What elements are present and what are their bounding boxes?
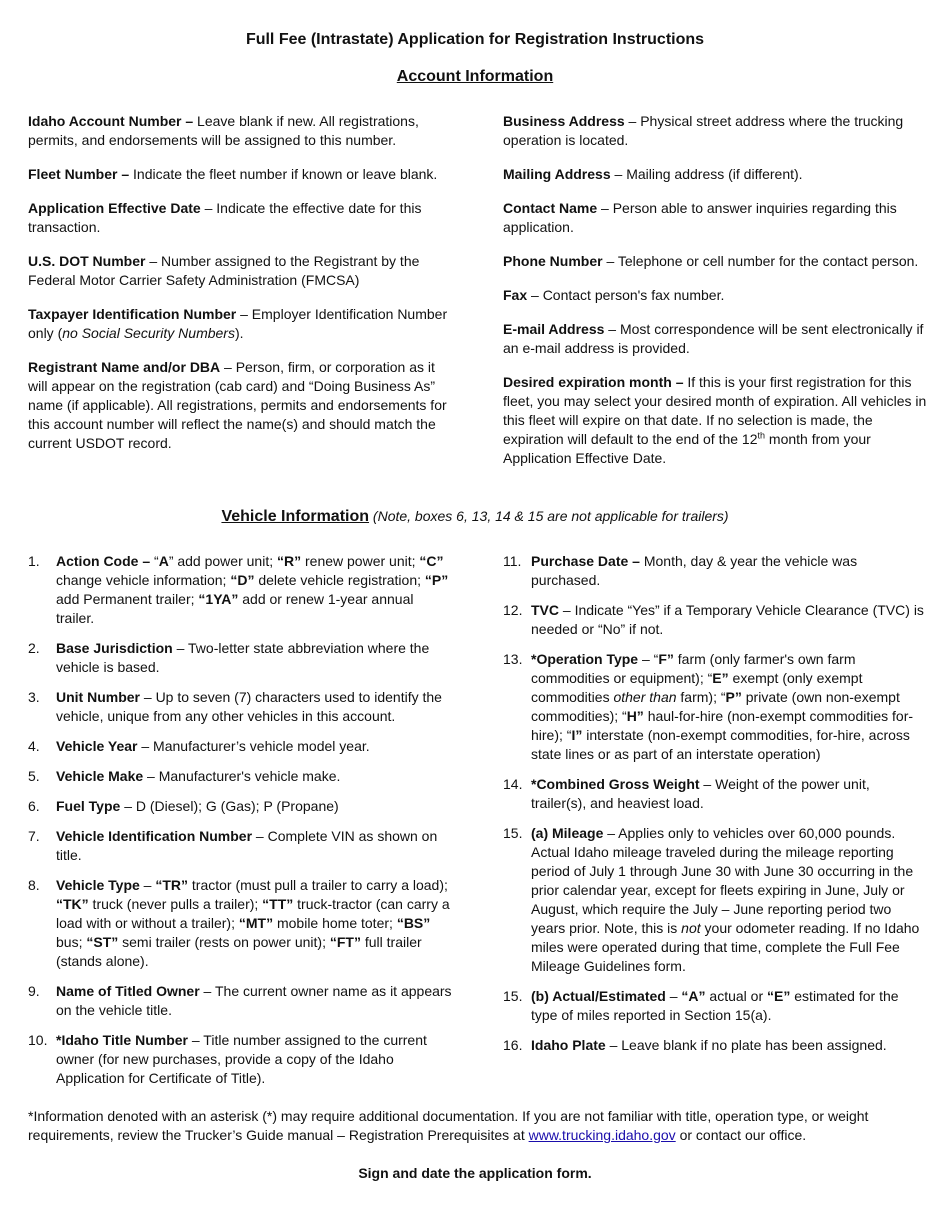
- item-number: 9.: [28, 983, 40, 999]
- item-text: TVC – Indicate “Yes” if a Temporary Vehicle Clearance (TVC) is needed or “No” if not.: [531, 602, 924, 637]
- field-term: Business Address: [503, 113, 625, 129]
- item-number: 11.: [503, 553, 522, 569]
- numbered-item: [28, 982, 453, 1020]
- numbered-item: [28, 876, 453, 971]
- field-term: Phone Number: [503, 253, 603, 269]
- field-term: Application Effective Date: [28, 200, 201, 216]
- numbered-item: [503, 987, 928, 1025]
- item-text: Unit Number – Up to seven (7) characters used to identify the vehicle, unique from any other vehicles in this account.: [56, 689, 442, 724]
- account-right-entry: [503, 112, 928, 150]
- field-description: – Mailing address (if different).: [610, 166, 803, 182]
- field-description: If this is your first registration for this fleet, you may select your desired month of expiration. All vehicles in this fleet will expire on that date. If no selection is made, the expiration will default to the end of the 12: [503, 374, 927, 447]
- item-text: *Operation Type – “F” farm (only farmer's own farm commodities or equipment); “E” exempt (only exempt commodities other than farm); “P” private (own non-exempt commodities); “H” haul-for-hire (non-exempt commodities for-hire); “I” interstate (non-exempt commodities, for-hire, across state lines or as part of an interstate operation): [531, 651, 914, 762]
- account-right-entry: [503, 165, 928, 184]
- item-number: 15.: [503, 825, 523, 841]
- numbered-item: [28, 767, 453, 786]
- field-term: E-mail Address: [503, 321, 605, 337]
- trucking-website-link[interactable]: www.trucking.idaho.gov: [528, 1127, 676, 1143]
- vehicle-info-left-list: [28, 552, 453, 1099]
- field-term: Fleet Number –: [28, 166, 130, 182]
- item-number: 7.: [28, 828, 40, 844]
- superscript: th: [757, 430, 766, 441]
- field-term: Contact Name: [503, 200, 598, 216]
- account-left-entry: [28, 165, 453, 184]
- field-description: – Telephone or cell number for the contact person.: [602, 253, 919, 269]
- field-term: Mailing Address: [503, 166, 611, 182]
- item-number: 6.: [28, 798, 40, 814]
- numbered-item: [503, 824, 928, 976]
- field-term: Idaho Account Number –: [28, 113, 194, 129]
- account-right-entry: [503, 252, 928, 271]
- item-number: 4.: [28, 738, 40, 754]
- account-right-entry: [503, 320, 928, 358]
- account-left-entry: [28, 112, 453, 150]
- item-number: 13.: [503, 651, 523, 667]
- item-number: 1.: [28, 553, 40, 569]
- item-text: Idaho Plate – Leave blank if no plate has been assigned.: [531, 1037, 887, 1053]
- field-description: month from your Application Effective Date.: [503, 431, 871, 466]
- item-text: (a) Mileage – Applies only to vehicles over 60,000 pounds. Actual Idaho mileage traveled during the mileage reporting period of July 1 through June 30 with June 30 occurring in the prior calendar year, except for fleets expiring in June, July or August, which require the July – June reporting period two years prior. Note, this is not your odometer reading. If no Idaho miles were operated during that time, complete the Full Fee Mileage Guidelines form.: [531, 825, 920, 974]
- field-term: U.S. DOT Number: [28, 253, 146, 269]
- numbered-item: [28, 639, 453, 677]
- item-text: Vehicle Type – “TR” tractor (must pull a trailer to carry a load); “TK” truck (never pulls a trailer); “TT” truck-tractor (can carry a load with or without a trailer); “MT” mobile home toter; “BS” bus; “ST” semi trailer (rests on power unit); “FT” full trailer (stands alone).: [56, 877, 450, 969]
- numbered-item: [28, 1031, 453, 1088]
- item-text: Vehicle Identification Number – Complete VIN as shown on title.: [56, 828, 438, 863]
- item-number: 8.: [28, 877, 40, 893]
- vehicle-info-right-list: [503, 552, 928, 1066]
- numbered-item: [28, 552, 453, 628]
- item-text: Base Jurisdiction – Two-letter state abbreviation where the vehicle is based.: [56, 640, 430, 675]
- numbered-item: [28, 827, 453, 865]
- numbered-item: [503, 775, 928, 813]
- field-description: – Person able to answer inquiries regarding this application.: [503, 200, 897, 235]
- account-right-entry: [503, 286, 928, 305]
- numbered-item: [503, 1036, 928, 1055]
- emphasis: no Social Security Numbers: [62, 325, 235, 341]
- item-number: 2.: [28, 640, 40, 656]
- field-term: Fax: [503, 287, 528, 303]
- item-number: 14.: [503, 776, 523, 792]
- field-description: – Physical street address where the trucking operation is located.: [503, 113, 904, 148]
- item-number: 15.: [503, 988, 523, 1004]
- field-description: – Number assigned to the Registrant by the Federal Motor Carrier Safety Administration (FMCSA): [28, 253, 420, 288]
- account-left-entry: [28, 252, 453, 290]
- field-term: Desired expiration month –: [503, 374, 684, 390]
- item-number: 10.: [28, 1032, 48, 1048]
- item-text: Name of Titled Owner – The current owner name as it appears on the vehicle title.: [56, 983, 452, 1018]
- numbered-item: [28, 797, 453, 816]
- item-text: Purchase Date – Month, day & year the vehicle was purchased.: [531, 553, 858, 588]
- field-description: Indicate the fleet number if known or leave blank.: [129, 166, 438, 182]
- field-description: – Most correspondence will be sent electronically if an e-mail address is provided.: [503, 321, 924, 356]
- account-info-right-column: [503, 112, 928, 483]
- item-text: Fuel Type – D (Diesel); G (Gas); P (Propane): [56, 798, 339, 814]
- sign-instruction: Sign and date the application form.: [358, 1165, 592, 1181]
- field-description: – Employer Identification Number only (: [28, 306, 448, 341]
- field-term: Registrant Name and/or DBA: [28, 359, 221, 375]
- field-description: – Indicate the effective date for this transaction.: [28, 200, 422, 235]
- account-right-entry: [503, 199, 928, 237]
- numbered-item: [28, 737, 453, 756]
- account-right-entry: [503, 373, 928, 468]
- field-description: Leave blank if new. All registrations, permits, and endorsements will be assigned to this number.: [28, 113, 419, 148]
- field-term: Taxpayer Identification Number: [28, 306, 237, 322]
- asterisk-footnote: *Information denoted with an asterisk (*) may require additional documentation. If you are not familiar with title, operation type, or weight requirements, review the Trucker’s Guide manual – Registration Prerequisites at www.trucking.idaho.gov or contact our office.: [28, 1108, 869, 1143]
- account-left-entry: [28, 199, 453, 237]
- numbered-item: [503, 601, 928, 639]
- account-left-entry: [28, 305, 453, 343]
- account-info-heading: Account Information: [396, 68, 554, 85]
- numbered-item: [503, 650, 928, 764]
- field-description: – Contact person's fax number.: [527, 287, 725, 303]
- vehicle-info-note: (Note, boxes 6, 13, 14 & 15 are not applicable for trailers): [369, 508, 729, 524]
- item-number: 5.: [28, 768, 40, 784]
- account-left-entry: [28, 358, 453, 453]
- page-title: Full Fee (Intrastate) Application for Registration Instructions: [245, 31, 705, 48]
- account-info-left-column: [28, 112, 453, 468]
- item-text: *Combined Gross Weight – Weight of the power unit, trailer(s), and heaviest load.: [531, 776, 870, 811]
- item-text: (b) Actual/Estimated – “A” actual or “E” estimated for the type of miles reported in Section 15(a).: [531, 988, 899, 1023]
- field-description: ).: [234, 325, 244, 341]
- vehicle-info-heading: Vehicle Information (Note, boxes 6, 13, 14 & 15 are not applicable for trailers): [221, 508, 729, 525]
- numbered-item: [28, 688, 453, 726]
- field-description: – Person, firm, or corporation as it will appear on the registration (cab card) and “Doing Business As” name (if applicable). All registrations, permits and endorsements for this account number will reflect the name(s) and should match the current USDOT record.: [28, 359, 447, 451]
- item-number: 16.: [503, 1037, 523, 1053]
- item-number: 3.: [28, 689, 40, 705]
- item-text: Vehicle Year – Manufacturer’s vehicle model year.: [56, 738, 370, 754]
- item-text: Action Code – “A” add power unit; “R” renew power unit; “C” change vehicle information; “D” delete vehicle registration; “P” add Permanent trailer; “1YA” add or renew 1-year annual trailer.: [56, 553, 449, 626]
- item-number: 12.: [503, 602, 523, 618]
- item-text: *Idaho Title Number – Title number assigned to the current owner (for new purchases, provide a copy of the Idaho Application for Certificate of Title).: [56, 1032, 427, 1086]
- item-text: Vehicle Make – Manufacturer's vehicle make.: [56, 768, 341, 784]
- numbered-item: [503, 552, 928, 590]
